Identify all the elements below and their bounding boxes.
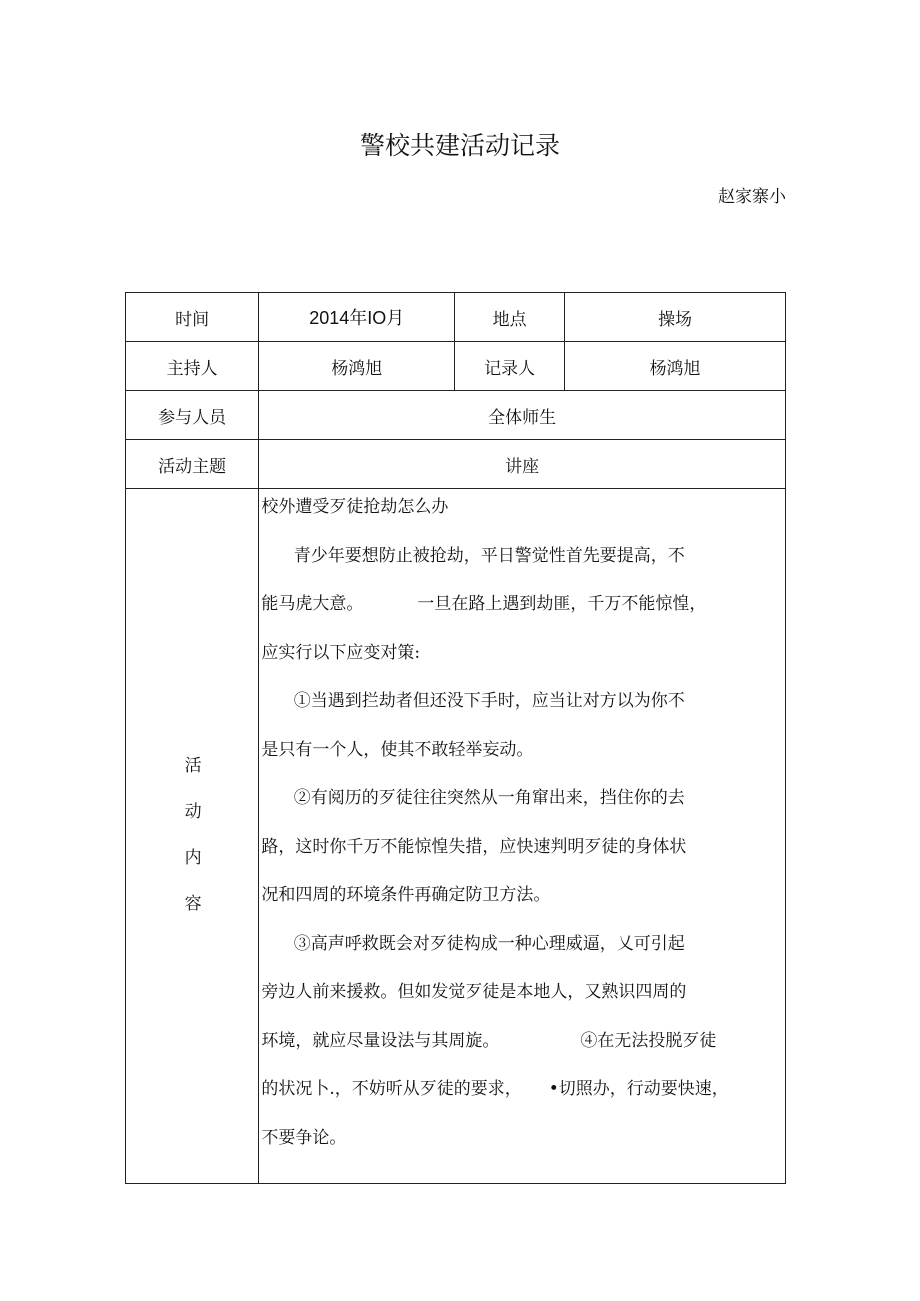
activity-record-table — [125, 292, 786, 1184]
table-row-participants — [126, 391, 786, 440]
content-line: 校外遭受歹徒抢劫怎么办 — [261, 497, 449, 517]
place-label: 地点 — [455, 293, 565, 342]
content-label-char: 活 — [184, 756, 202, 776]
content-line: ②有阅历的歹徒往往突然从一角窜出来，挡住你的去 — [261, 788, 685, 808]
content-line: 能马虎大意。 一旦在路上遇到劫匪，千万不能惊惶， — [261, 594, 707, 614]
content-line: 路，这时你千万不能惊惶失措，应快速判明歹徒的身体状 — [261, 836, 687, 857]
content-body — [259, 489, 786, 1184]
content-line: 的状况卜.，不妨听从歹徒的要求， •切照办，行动要快速， — [261, 1079, 729, 1099]
content-label-char: 动 — [184, 802, 202, 822]
host-value: 杨鸿旭 — [259, 342, 455, 391]
table-row-time — [126, 293, 786, 342]
content-line: 青少年要想防止被抢劫，平日警觉性首先要提高，不 — [261, 545, 685, 566]
content-line: ③高声呼救既会对歹徒构成一种心理威逼，乂可引起 — [261, 933, 685, 954]
content-line: 应实行以下应变对策: — [261, 642, 421, 663]
participants-value: 全体师生 — [259, 391, 786, 440]
content-line: ①当遇到拦劫者但还没下手时，应当让对方以为你不 — [261, 691, 685, 711]
recorder-label: 记录人 — [455, 342, 565, 391]
theme-value: 讲座 — [259, 440, 786, 489]
content-label — [126, 489, 259, 1184]
content-line: 是只有一个人，使其不敢轻举妄动。 — [261, 739, 534, 760]
school-name: 赵家寨小 — [718, 187, 786, 207]
time-label: 时间 — [126, 293, 259, 342]
theme-label: 活动主题 — [126, 440, 259, 489]
content-line: 况和四周的环境条件再确定防卫方法。 — [261, 885, 551, 905]
table-row-host — [126, 342, 786, 391]
host-label: 主持人 — [126, 342, 259, 391]
participants-label: 参与人员 — [126, 391, 259, 440]
place-value: 操场 — [565, 293, 786, 342]
content-line: 环境，就应尽量设法与其周旋。 ④在无法投脱歹徒 — [261, 1030, 717, 1051]
content-line: 不要争论。 — [261, 1127, 347, 1148]
table-row-theme — [126, 440, 786, 489]
recorder-value: 杨鸿旭 — [565, 342, 786, 391]
table-row-content — [126, 489, 786, 1184]
page-title: 警校共建活动记录 — [359, 131, 560, 160]
content-label-char: 内 — [184, 848, 202, 868]
content-label-char: 容 — [184, 894, 202, 914]
time-value: 2014年IO月 — [259, 293, 455, 342]
content-line: 旁边人前来援救。但如发觉歹徒是本地人，又熟识四周的 — [261, 982, 687, 1002]
